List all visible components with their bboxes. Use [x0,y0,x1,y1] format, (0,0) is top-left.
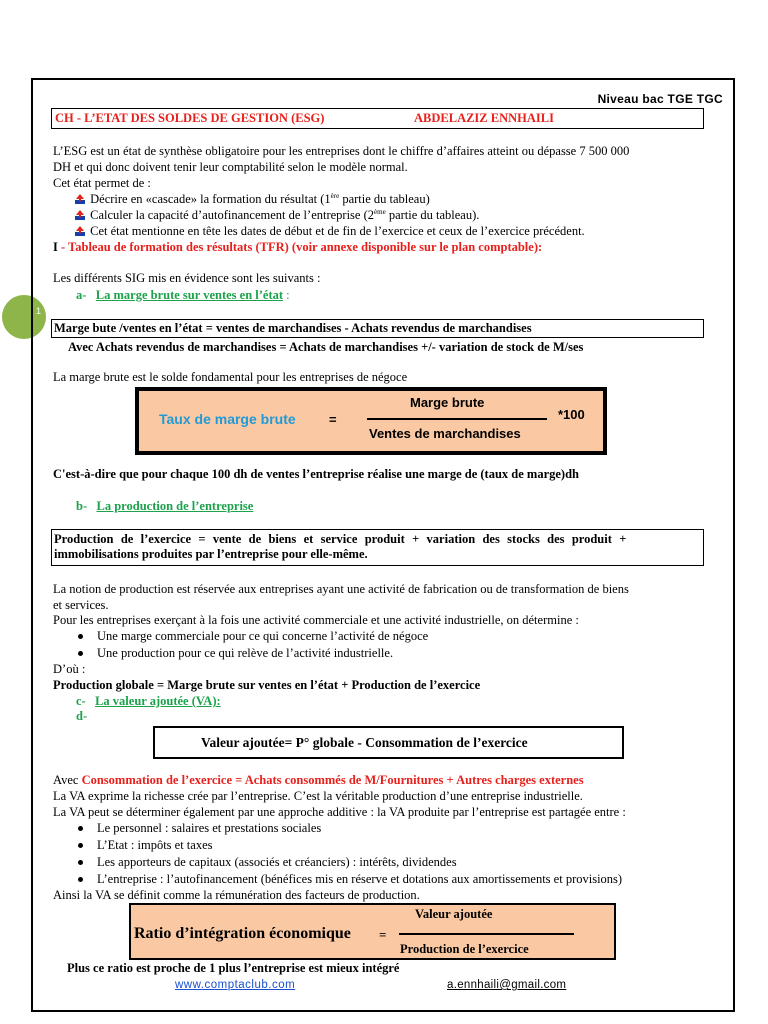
arrow-bullet-icon [75,226,85,236]
chapter-header-box [51,108,704,129]
integration-conclusion: Plus ce ratio est proche de 1 plus l’entreprise est mieux intégré [67,961,400,975]
value-added-p2: La VA peut se déterminer également par une approche additive : la VA produite par l’entreprise est partagée entre : [53,805,626,819]
bullet-dot [78,634,83,639]
level-label: Niveau bac TGE TGC [597,92,723,106]
bullet-dot [78,877,83,882]
integration-ratio-label: Ratio d’intégration économique [134,925,351,942]
integration-ratio-equals: = [379,927,387,942]
bullet-dot [78,860,83,865]
footer-email-link[interactable]: a.ennhaili@gmail.com [447,979,567,991]
gross-margin-rate-numerator: Marge brute [410,395,485,410]
author-name: ABDELAZIZ ENNHAILI [414,111,554,125]
fraction-line [399,933,574,935]
intro-item-2: Calculer la capacité d’autofinancement de l’entreprise (2ème partie du tableau). [75,208,479,223]
part-b-heading: b- La production de l’entreprise [76,499,254,513]
sig-intro: Les différents SIG mis en évidence sont les suivants : [53,271,321,285]
gross-margin-note: La marge brute est le solde fondamental pour les entreprises de négoce [53,370,408,384]
production-bullet-2: Une production pour ce qui relève de l’activité industrielle. [78,646,393,661]
gross-margin-explanation: C'est-à-dire que pour chaque 100 dh de ventes l’entreprise réalise une marge de (taux de marge)dh [53,467,580,481]
value-added-p3: Ainsi la VA se définit comme la rémunération des facteurs de production. [53,888,420,902]
gross-margin-rate-box [135,387,607,455]
footer-website-link[interactable]: www.comptaclub.com [175,979,296,991]
production-p1: La notion de production est réservée aux entreprises ayant une activité de fabrication ou de transformation de biens [53,582,629,596]
global-production-formula: Production globale = Marge brute sur ventes en l’état + Production de l’exercice [53,678,481,692]
gross-margin-rate-equals: = [329,412,337,427]
production-bullet-1: Une marge commerciale pour ce qui concerne l’activité de négoce [78,629,428,644]
intro-item-1: Décrire en «cascade» la formation du résultat (1ère partie du tableau) [75,192,430,207]
value-added-formula-box [153,726,624,759]
document-page [31,78,735,1012]
production-formula-box [51,529,704,566]
part-c-heading: c- La valeur ajoutée (VA): [76,694,221,708]
value-added-p1: La VA exprime la richesse crée par l’entreprise. C’est la véritable production d’une entreprise industrielle. [53,789,583,803]
gross-margin-rate-label: Taux de marge brute [159,411,296,427]
production-formula-line-2: immobilisations produites par l’entreprise pour elle-même. [54,547,368,561]
comment-badge-number: 1 [36,306,42,316]
intro-line-3: Cet état permet de : [53,176,151,190]
production-p2: et services. [53,598,109,612]
intro-item-3: Cet état mentionne en tête les dates de début et de fin de l’exercice et ceux de l’exercice précédent. [75,224,585,239]
fraction-line [367,418,547,420]
bullet-dot [78,826,83,831]
integration-ratio-numerator: Valeur ajoutée [415,907,493,921]
chapter-title: CH - L’ETAT DES SOLDES DE GESTION (ESG) [55,111,325,125]
bullet-dot [78,651,83,656]
gross-margin-formula: Marge bute /ventes en l’état = ventes de marchandises - Achats revendus de marchandises [54,321,532,335]
part-d-heading: d- [76,709,88,723]
bullet-dot [78,843,83,848]
consumption-definition: Avec Consommation de l’exercice = Achats consommés de M/Fournitures + Autres charges externes [53,773,584,787]
arrow-bullet-icon [75,194,85,204]
arrow-bullet-icon [75,210,85,220]
section-1-heading: I - Tableau de formation des résultats (TFR) (voir annexe disponible sur le plan comptable): [53,240,543,254]
integration-ratio-box [129,903,616,960]
production-dou: D’où : [53,662,86,676]
intro-line-2: DH et qui donc doivent tenir leur comptabilité selon le modèle normal. [53,160,408,174]
gross-margin-formula-box [51,319,704,338]
integration-ratio-denominator: Production de l’exercice [400,942,529,956]
value-added-bullet-3: Les apporteurs de capitaux (associés et créanciers) : intérêts, dividendes [78,855,457,870]
gross-margin-rate-denominator: Ventes de marchandises [369,426,521,441]
production-formula-line-1: Production de l’exercice = vente de biens et service produit + variation des stocks des produit + [54,532,627,546]
value-added-formula: Valeur ajoutée= P° globale - Consommation de l’exercice [201,735,528,750]
value-added-bullet-1: Le personnel : salaires et prestations sociales [78,821,321,836]
production-p3: Pour les entreprises exerçant à la fois une activité commerciale et une activité industrielle, on détermine : [53,613,579,627]
gross-margin-formula-2: Avec Achats revendus de marchandises = Achats de marchandises +/- variation de stock de M/ses [68,340,584,354]
part-a-heading: a- La marge brute sur ventes en l’état : [76,288,290,302]
intro-line-1: L’ESG est un état de synthèse obligatoire pour les entreprises dont le chiffre d’affaires atteint ou dépasse 7 500 000 [53,144,630,158]
gross-margin-rate-multiplier: *100 [558,407,585,422]
value-added-bullet-2: L’Etat : impôts et taxes [78,838,213,853]
value-added-bullet-4: L’entreprise : l’autofinancement (bénéfices mis en réserve et dotations aux amortissements et provisions) [78,872,622,887]
